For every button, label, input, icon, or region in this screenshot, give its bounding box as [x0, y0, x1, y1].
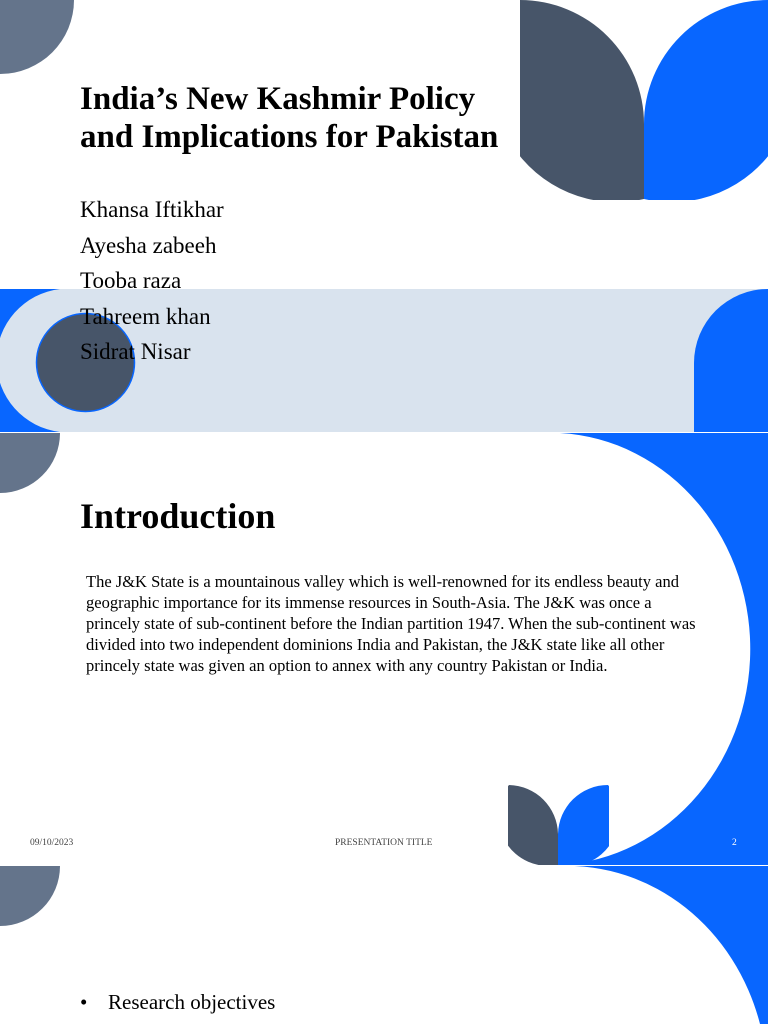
- author-list: [80, 192, 224, 370]
- small-leaf-decoration-shape: [508, 784, 609, 865]
- footer-date: 09/10/2023: [30, 838, 74, 848]
- leaf-decoration-shape: [520, 0, 768, 200]
- right-blue-arch-shape: [694, 289, 768, 432]
- title-slide: [0, 0, 768, 432]
- bullet-list: [80, 990, 275, 1015]
- author-name: Khansa Iftikhar: [80, 197, 224, 222]
- bullet-item: • Research objectives: [80, 990, 275, 1015]
- author-name: Tooba raza: [80, 268, 182, 293]
- footer-title: PRESENTATION TITLE: [335, 838, 433, 848]
- right-blue-crescent-shape: [560, 866, 768, 1024]
- author-name: Ayesha zabeeh: [80, 232, 217, 258]
- author-name: Sidrat Nisar: [80, 339, 191, 364]
- corner-quarter-circle-shape: [0, 0, 74, 74]
- introduction-paragraph: The J&K State is a mountainous valley which is well-renowned for its endless beauty and geographic importance for its immense resources in South-Asia. The J&K was once a princely state of sub-continent before the Indian partition 1947. When the sub-continent was divided into two independent dominions India and Pakistan, the J&K state like all other princely state was given an option to annex with any country Pakistan or India.: [86, 572, 696, 675]
- author-name: Tahreem khan: [80, 303, 211, 329]
- section-heading: Introduction: [80, 496, 276, 536]
- presentation-title: India’s New Kashmir Policy and Implications for Pakistan: [80, 81, 499, 155]
- corner-quarter-circle-shape: [0, 433, 60, 493]
- page-number: 2: [732, 838, 737, 848]
- corner-quarter-circle-shape: [0, 866, 60, 926]
- objectives-slide: [0, 866, 768, 1024]
- introduction-slide: [0, 433, 768, 865]
